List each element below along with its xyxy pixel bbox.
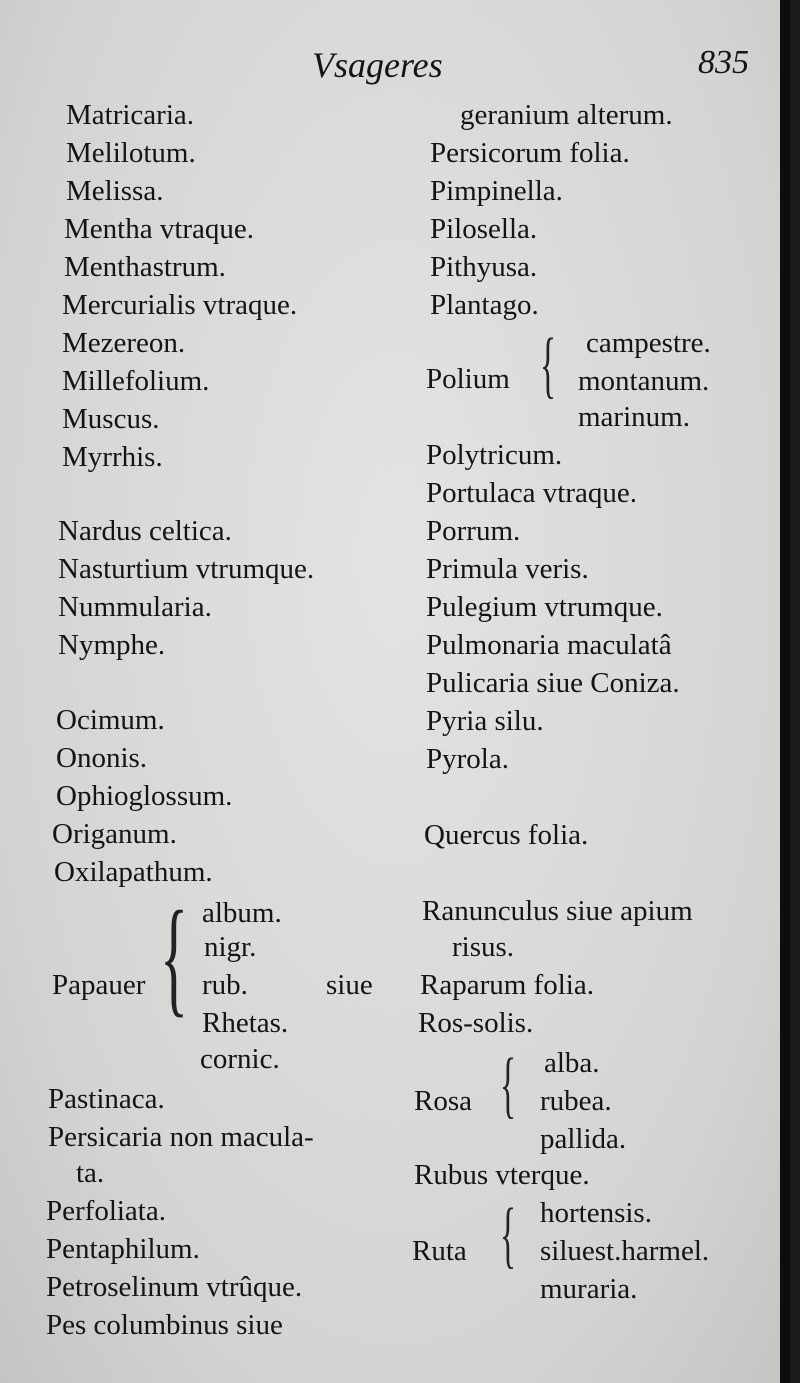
entry: Pentaphilum. (46, 1233, 200, 1265)
entry: Mezereon. (62, 327, 186, 359)
entry: marinum. (578, 401, 690, 433)
entry: Ophioglossum. (56, 780, 233, 812)
entry: campestre. (586, 327, 711, 359)
entry: Nardus celtica. (58, 515, 232, 547)
entry: Pyrola. (426, 743, 509, 775)
entry: Nymphe. (58, 629, 166, 661)
entry: muraria. (540, 1273, 638, 1305)
entry: Nummularia. (58, 591, 212, 623)
entry: Mentha vtraque. (64, 213, 255, 245)
entry: Rhetas. (202, 1007, 289, 1039)
entry: Pyria silu. (426, 705, 544, 737)
entry: alba. (544, 1047, 600, 1079)
entry: album. (202, 897, 282, 929)
page-number: 835 (698, 44, 749, 81)
entry: Melissa. (66, 175, 164, 207)
entry: risus. (452, 931, 515, 963)
entry: Nasturtium vtrumque. (58, 553, 315, 585)
entry: Ros-solis. (418, 1007, 534, 1039)
entry: Origanum. (52, 818, 177, 850)
entry: Ononis. (56, 742, 148, 774)
page-edge-shadow (780, 0, 790, 1383)
entry: montanum. (578, 365, 710, 397)
entry: Persicorum folia. (430, 137, 630, 169)
entry: Porrum. (426, 515, 521, 547)
brace-icon: { (160, 885, 189, 1029)
entry-label: Rosa (414, 1085, 472, 1117)
running-head: Vsageres (312, 45, 443, 85)
entry: Myrrhis. (62, 441, 163, 473)
entry: Perfoliata. (46, 1195, 166, 1227)
entry: Quercus folia. (424, 819, 589, 851)
entry: Melilotum. (66, 137, 196, 169)
entry-label: Ruta (412, 1235, 467, 1267)
entry: rubea. (540, 1085, 612, 1117)
entry-label: Papauer (52, 969, 146, 1001)
entry: Pilosella. (430, 213, 538, 245)
entry: Plantago. (430, 289, 539, 321)
entry: Oxilapathum. (54, 856, 213, 888)
entry: Polytricum. (426, 439, 563, 471)
entry: Matricaria. (66, 99, 195, 131)
entry: Menthastrum. (64, 251, 226, 283)
entry: Pimpinella. (430, 175, 563, 207)
entry: rub. (202, 969, 248, 1001)
entry: Portulaca vtraque. (426, 477, 637, 509)
entry: Pulicaria siue Coniza. (426, 667, 680, 699)
entry: Ocimum. (56, 704, 165, 736)
entry: Pithyusa. (430, 251, 538, 283)
brace-icon: { (500, 1194, 516, 1276)
entry: siue (326, 969, 373, 1001)
brace-icon: { (540, 324, 556, 406)
entry: siluest.harmel. (540, 1235, 710, 1267)
entry: Pastinaca. (48, 1083, 165, 1115)
entry-label: Polium (426, 363, 510, 395)
entry: Pulmonaria maculatâ (426, 629, 672, 661)
entry: nigr. (204, 931, 257, 963)
entry: ta. (76, 1157, 105, 1189)
entry: Pes columbinus siue (46, 1309, 283, 1341)
entry: Rubus vterque. (414, 1159, 590, 1191)
entry: Muscus. (62, 403, 160, 435)
entry: cornic. (200, 1043, 280, 1075)
entry: Persicaria non macula- (48, 1121, 314, 1153)
entry: hortensis. (540, 1197, 652, 1229)
entry: Pulegium vtrumque. (426, 591, 663, 623)
brace-icon: { (500, 1044, 516, 1126)
entry: Petroselinum vtrûque. (46, 1271, 303, 1303)
entry: Ranunculus siue apium (422, 895, 693, 927)
entry: Raparum folia. (420, 969, 594, 1001)
entry: geranium alterum. (460, 99, 673, 131)
entry: pallida. (540, 1123, 627, 1155)
entry: Mercurialis vtraque. (62, 289, 298, 321)
entry: Primula veris. (426, 553, 589, 585)
entry: Millefolium. (62, 365, 210, 397)
